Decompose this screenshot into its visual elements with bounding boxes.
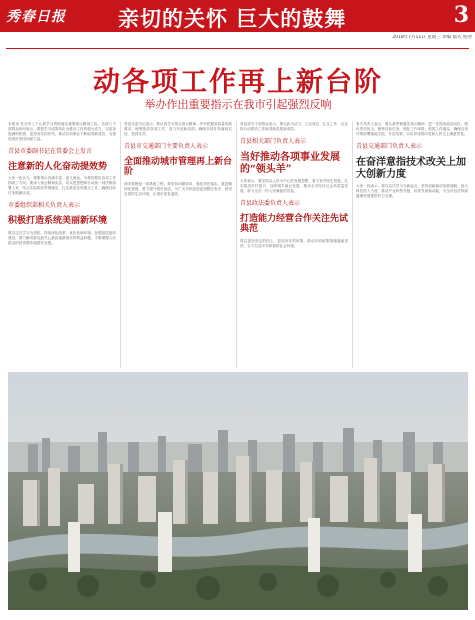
column-1-section-2-kicker: 市委组织部相关负责人表示 — [8, 202, 81, 210]
column-2-intro: 青县市委书记表示，要认真学习领会指示精神，牢牢把握高质量发展要求，统筹推进各项工作，奋力开创新局面，确保各项任务落到实处、见到实效。 — [124, 122, 232, 136]
column-2 — [124, 122, 232, 368]
newspaper-logo: 秀春日报 — [6, 9, 66, 25]
column-3-section-1-body: 大家表示，要坚持以人民为中心的发展思想，着力补齐民生短板，扎实推进乡村振兴，加快城乡融合发展，推动全市经济社会高质量发展，努力交出一份人民满意的答卷。 — [240, 179, 348, 193]
header-rule — [6, 48, 469, 49]
column-3-section-2-title: 打造能力经营合作关注先试典范 — [240, 214, 348, 235]
page-number: 3 — [453, 2, 469, 28]
column-4-section-1-body: 大家一致表示，将以这次学习为新起点，坚持创新驱动发展战略，加大科技投入力度，推动产业转型升级，培育发展新动能，为全市经济持续健康发展提供有力支撑。 — [356, 184, 468, 198]
city-aerial-photo — [8, 372, 468, 610]
column-4-section-1-kicker: 青县交通部门负责人表示 — [356, 143, 423, 150]
column-1-section-1-kicker: 青县市委副书记在常委会上发言 — [8, 148, 93, 155]
column-4 — [356, 122, 468, 368]
column-1-section-1-body: 大家一致认为，重要指示内涵丰富、意义深远，为我们做好各项工作指明了方向。要深入领会精神实质，切实把思想和行动统一到决策部署上来，结合实际抓好贯彻落实，扎实推进各项重点工作，确保目标任务圆满完成。 — [8, 176, 116, 196]
column-3-section-2-kicker: 青县政法委负责人表示 — [240, 200, 301, 207]
column-1-section-2-title: 积极打造系统美丽新环境 — [8, 216, 108, 227]
column-3-section-2-body: 将以更加坚定的信心、更加务实的举措，推动各项政策措施落地见效，全力打造平安和谐的社会环境。 — [240, 238, 348, 248]
column-3-section-1-title: 当好推动各项事业发展的“领头羊” — [240, 152, 340, 175]
page-slogan: 亲切的关怀 巨大的鼓舞 — [118, 6, 347, 31]
column-2-section-1-title: 全面推动城市管理再上新台阶 — [124, 157, 232, 178]
column-divider — [352, 122, 353, 368]
column-2-section-1-kicker: 青县市交通部门主要负责人表示 — [124, 143, 209, 150]
column-4-section-1-title: 在奋洋意指技术改关上加大创新力度 — [356, 157, 466, 180]
column-2-section-1-body: 城市管理是一项系统工程，要坚持问题导向，强化责任落实，推进精细化管理，着力提升城市品质，为广大市民创造更加整洁有序、舒适宜居的生活环境，让城市更有温度。 — [124, 181, 232, 196]
column-1-section-2-body: 要以这次学习为契机，持续深化改革，优化营商环境，加强基层组织建设，着力解决群众最关心最直接最现实的利益问题，不断增强人民群众的获得感幸福感安全感。 — [8, 230, 116, 245]
main-subhead: 举办作出重要指示在我市引起强烈反响 — [144, 98, 332, 111]
column-divider — [120, 122, 121, 368]
column-1-section-1-title: 注意新的人化奋动提效势 — [8, 162, 108, 172]
column-1-intro: 本报讯 在全市上下认真学习贯彻落实重要指示精神之际，各部门干部群众纷纷表示，要把学习成果转化为推动工作的强大动力，以更加饱满的热情、更加务实的作风，推动各项事业不断取得新成效，为建设美好家园贡献力量。 — [8, 122, 116, 141]
column-divider — [236, 122, 237, 368]
column-1 — [8, 122, 116, 368]
column-3-intro: 青县部分干部群众表示，要以此为动力，立足岗位、扎实工作，以实际行动推动工作取得新进展新成效。 — [240, 122, 348, 131]
column-3 — [240, 122, 348, 368]
column-4-intro: 有关负责人表示，要认真贯彻落实指示精神，进一步提高政治站位，强化责任担当，聚焦目标任务，细化工作举措，狠抓工作落实，确保各项决策部署落地生根、开花结果，以优异成绩向党和人民交上满意答卷。 — [356, 122, 468, 136]
main-headline: 动各项工作再上新台阶 — [93, 67, 383, 98]
column-3-section-1-kicker: 青县相关部门负责人表示 — [240, 138, 307, 145]
city-skyline-image — [8, 372, 468, 610]
dateline: 2018年7月11日 星期三 责编 版式 校对 — [392, 35, 472, 40]
